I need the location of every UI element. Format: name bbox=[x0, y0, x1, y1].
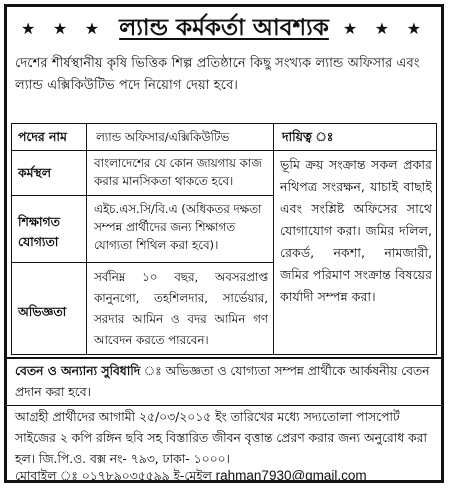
experience-value: সর্বনিম্ন ১০ বছর, অবসরপ্রাপ্ত কানুনগো, তহশিলদার, সার্ভেয়ার, সরদার আমিন ও বদর আমিন গণ আবেদন করতে পারবেন। bbox=[94, 270, 268, 347]
stars-left: ★ ★ ★ bbox=[20, 18, 106, 38]
row-divider-1 bbox=[12, 195, 273, 196]
mobile-number: ০১৭৮৯০৩৫৫৯৯ bbox=[81, 469, 170, 483]
education-value: এইচ.এস.সি/বি.এ (অধিকতর দক্ষতা সম্পন্ন প্রার্থীদের জন্য শিক্ষাগত যোগ্যতা শিথিল করা হবে)। bbox=[94, 202, 262, 252]
salary-text: ঃ অভিজ্ঞতা ও যোগ্যতা সম্পন্ন প্রার্থীকে আর্কষনীয় বেতন প্রদান করা হবে। bbox=[15, 364, 430, 399]
mobile-label: মোবাইল ঃ bbox=[15, 469, 78, 483]
post-label: পদের নাম bbox=[18, 129, 67, 144]
stars-right: ★ ★ ★ bbox=[342, 18, 428, 38]
post-value: ল্যান্ড অফিসার/এক্সিকিউটিভ bbox=[96, 130, 230, 144]
education-label: শিক্ষাগত যোগ্যতা bbox=[18, 214, 60, 249]
email-label: ই-মেইল bbox=[173, 469, 212, 483]
job-advertisement bbox=[4, 4, 444, 483]
application-instructions: আগ্রহী প্রার্থীদের আগামী ২৫/০৩/২০১৫ ইং তারিখের মধ্যে সদ্যতোলা পাসপোর্ট সাইজের ২ কপি রঙ্গিন ছবি সহ বিস্তারিত জীবন বৃত্তান্ত প্রেরণ করার জন্য অনুরোধ করা হল। জি.পি.ও. বক্স নং- ৭৯৩, ঢাকা- ১০০০। bbox=[15, 410, 427, 466]
duty-label: দায়িত্ব ঃ bbox=[282, 129, 334, 144]
column-divider-2 bbox=[273, 124, 274, 354]
workplace-value: বাংলাদেশের যে কোন জায়গায় কাজ করার মানসিকতা থাকতে হবে। bbox=[94, 156, 262, 188]
intro-text: দেশের শীর্ষস্থানীয় কৃষি ভিত্তিক শিল্প প্রতিষ্ঠানে কিছু সংখ্যক ল্যান্ড অফিসার এবং ল্যান্ড এক্সিকিউটিভ পদে নিয়োগ দেয়া হবে। bbox=[15, 56, 420, 93]
row-divider-header bbox=[12, 150, 436, 151]
contact-line bbox=[15, 468, 367, 488]
ad-title: ল্যান্ড কর্মকর্তা আবশ্যক bbox=[119, 14, 329, 41]
salary-label: বেতন ও অন্যান্য সুবিধাদি bbox=[15, 364, 141, 378]
email-address: rahman7930@gmail.com bbox=[215, 468, 367, 483]
section-divider bbox=[7, 357, 441, 359]
salary-section bbox=[15, 361, 435, 403]
experience-label: অভিজ্ঞতা bbox=[18, 304, 67, 319]
salary-divider bbox=[7, 405, 441, 406]
column-divider-1 bbox=[86, 124, 87, 354]
job-details-table bbox=[11, 123, 437, 355]
row-divider-2 bbox=[12, 262, 273, 263]
ad-header bbox=[7, 7, 441, 49]
duty-text: ভূমি ক্রয় সংক্রান্ত সকল প্রকার নথিপত্র সংরক্ষন, যাচাই বাছাই এবং সংশ্লিষ্ট অফিসের সাথে যোগাযোগ করা। জমির দলিল, রেকর্ড, নকশা, নামজারী, জমির পরিমাণ সংক্রান্ত বিষয়ের কার্যাদী সম্পন্ন করা। bbox=[280, 157, 432, 304]
workplace-label: কর্মস্থল bbox=[18, 165, 51, 180]
